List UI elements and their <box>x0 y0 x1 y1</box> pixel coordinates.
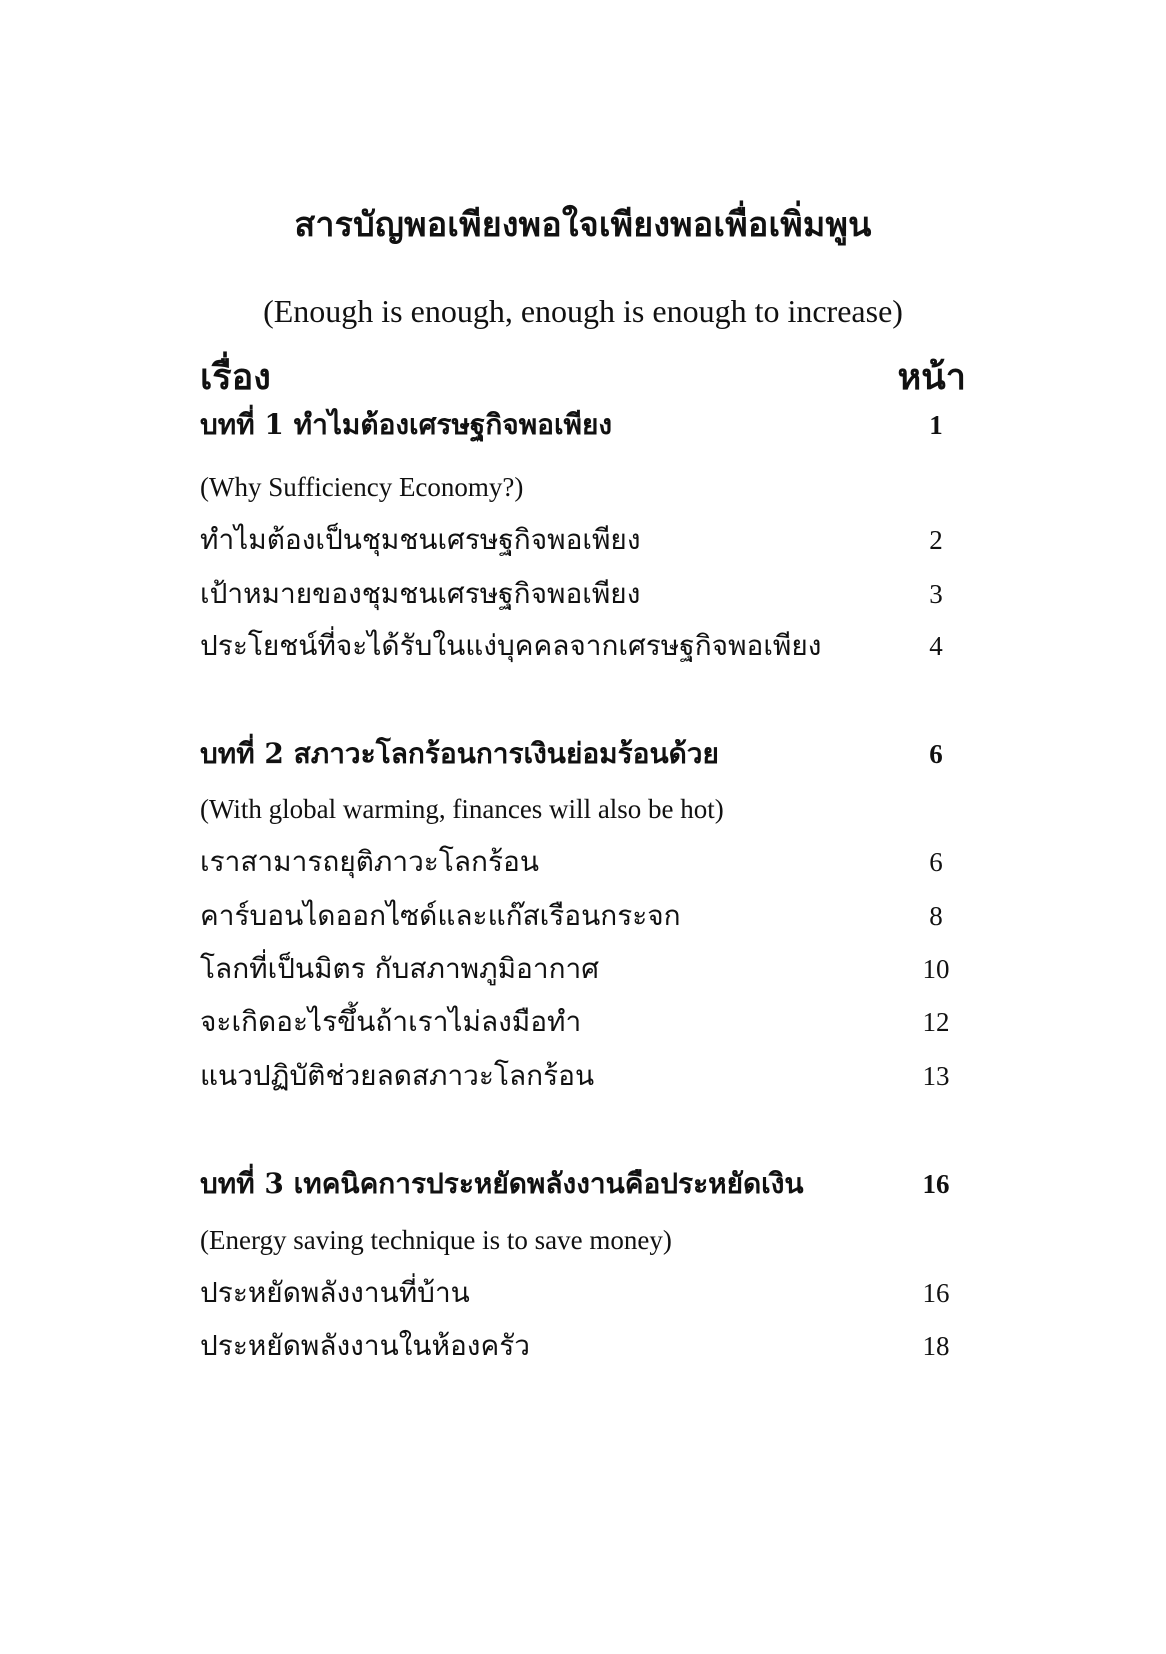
toc-item-label: แนวปฏิบัติช่วยลดสภาวะโลกร้อน <box>200 1059 595 1092</box>
page-number: 18 <box>922 1331 950 1361</box>
toc-item <box>200 949 966 989</box>
chapter-english-title: (With global warming, finances will also be hot) <box>200 794 724 824</box>
toc-item-label: เป้าหมายของชุมชนเศรษฐกิจพอเพียง <box>200 577 641 610</box>
toc-chapter-1-english <box>200 467 966 507</box>
page-number: 2 <box>929 525 943 555</box>
toc-item-label: ประหยัดพลังงานที่บ้าน <box>200 1276 470 1309</box>
toc-item-label: จะเกิดอะไรขึ้นถ้าเราไม่ลงมือทำ <box>200 1005 582 1038</box>
toc-item-label: คาร์บอนไดออกไซด์และแก๊สเรือนกระจก <box>200 899 681 932</box>
toc-item <box>200 1273 966 1313</box>
toc-chapter-2 <box>200 734 966 774</box>
chapter-title: บทที่ 2 สภาวะโลกร้อนการเงินย่อมร้อนด้วย <box>200 737 719 770</box>
toc-item-label: ประโยชน์ที่จะได้รับในแง่บุคคลจากเศรษฐกิจพอเพียง <box>200 629 822 662</box>
page-number: 4 <box>929 631 943 661</box>
toc-item <box>200 896 966 936</box>
toc-chapter-2-english <box>200 789 966 829</box>
page-number: 16 <box>922 1278 950 1308</box>
chapter-english-title: (Why Sufficiency Economy?) <box>200 472 524 502</box>
page-title: สารบัญพอเพียงพอใจเพียงพอเพื่อเพิ่มพูน <box>294 205 872 245</box>
chapter-english-title: (Energy saving technique is to save money) <box>200 1225 672 1255</box>
page-number: 13 <box>922 1061 950 1091</box>
toc-item <box>200 1002 966 1042</box>
toc-item <box>200 842 966 882</box>
toc-item-label: โลกที่เป็นมิตร กับสภาพภูมิอากาศ <box>200 952 600 985</box>
toc-item-label: เราสามารถยุติภาวะโลกร้อน <box>200 845 539 878</box>
toc-item <box>200 1056 966 1096</box>
page-number: 3 <box>929 579 943 609</box>
toc-chapter-1 <box>200 405 966 445</box>
page-subtitle: (Enough is enough, enough is enough to increase) <box>263 293 903 329</box>
chapter-title: บทที่ 3 เทคนิคการประหยัดพลังงานคือประหยัดเงิน <box>200 1167 804 1200</box>
page-number: 1 <box>929 410 943 440</box>
page-number: 8 <box>929 901 943 931</box>
toc-item <box>200 574 966 614</box>
toc-item <box>200 626 966 666</box>
page-number: 16 <box>922 1169 950 1199</box>
toc-chapter-3 <box>200 1164 966 1204</box>
toc-item-label: ทำไมต้องเป็นชุมชนเศรษฐกิจพอเพียง <box>200 523 641 556</box>
page-number: 10 <box>922 954 950 984</box>
column-header-topic: เรื่อง <box>200 356 271 398</box>
toc-item <box>200 1326 966 1366</box>
page-number: 6 <box>929 739 943 769</box>
page-number: 12 <box>922 1007 950 1037</box>
page-number: 6 <box>929 847 943 877</box>
column-header-page: หน้า <box>897 356 966 398</box>
toc-chapter-3-english <box>200 1220 966 1260</box>
toc-item <box>200 520 966 560</box>
chapter-title: บทที่ 1 ทำไมต้องเศรษฐกิจพอเพียง <box>200 408 613 441</box>
toc-item-label: ประหยัดพลังงานในห้องครัว <box>200 1329 530 1362</box>
